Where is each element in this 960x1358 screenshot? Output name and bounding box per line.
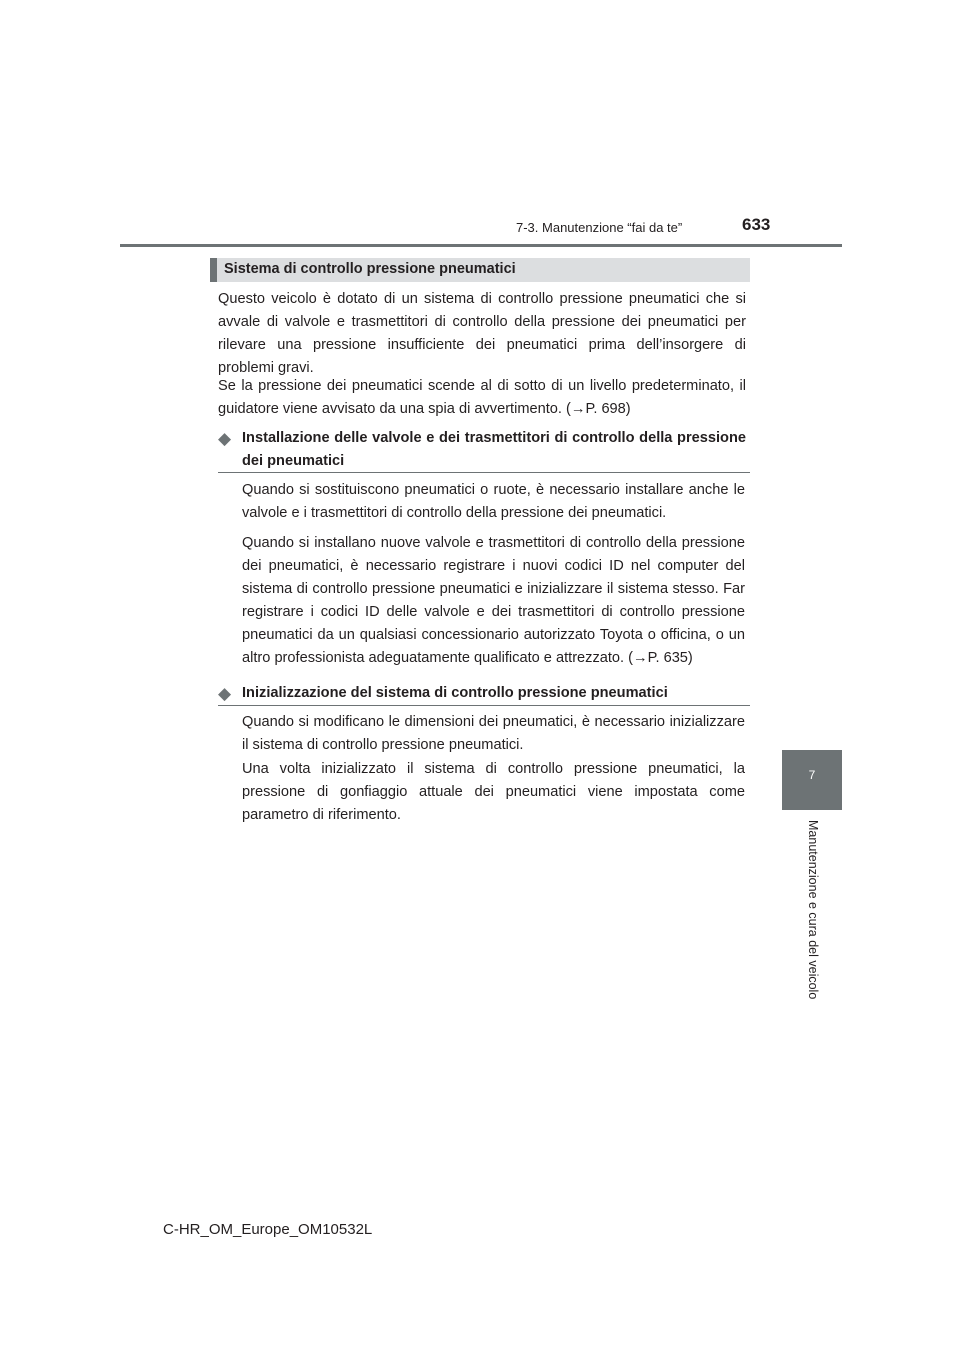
diamond-bullet-icon: ◆ <box>218 429 232 448</box>
page-number: 633 <box>742 215 771 234</box>
subsection-heading-1 <box>218 427 746 473</box>
subsection-divider-1 <box>218 472 750 473</box>
subsection-1-paragraph-1: Quando si sostituiscono pneumatici o ruote, è necessario installare anche le valvole e i trasmettitori di controllo della pressione dei pneumatici. <box>242 482 745 521</box>
intro-paragraph-2: Se la pressione dei pneumatici scende al di sotto di un livello predeterminato, il guidatore viene avvisato da una spia di avvertimento. (→P. 698) <box>218 378 746 417</box>
subsection-2-paragraph-1: Quando si modificano le dimensioni dei pneumatici, è necessario inizializzare il sistema di controllo pressione pneumatici. <box>242 714 745 753</box>
subsection-divider-2 <box>218 705 750 706</box>
document-code: C-HR_OM_Europe_OM10532L <box>163 1221 373 1238</box>
chapter-label: Manutenzione e cura del veicolo <box>806 820 820 1000</box>
subsection-title-2: Inizializzazione del sistema di controllo pressione pneumatici <box>242 685 668 701</box>
intro-paragraph-1: Questo veicolo è dotato di un sistema di controllo pressione pneumatici che si avvale di valvole e trasmettitori di controllo della pressione dei pneumatici per rilevare una pressione insufficiente dei pneumatici prima dell’insorgere di problemi gravi. <box>218 291 746 376</box>
subsection-2-paragraph-2: Una volta inizializzato il sistema di controllo pressione pneumatici, la pressione di gonfiaggio attuale dei pneumatici viene impostata come parametro di riferimento. <box>242 761 745 823</box>
diamond-bullet-icon: ◆ <box>218 684 232 703</box>
chapter-tab <box>782 750 842 810</box>
header-section-title: 7-3. Manutenzione “fai da te” <box>516 220 683 235</box>
section-title-bar <box>210 258 750 282</box>
subsection-1-paragraph-2: Quando si installano nuove valvole e trasmettitori di controllo della pressione dei pneumatici, è necessario registrare i nuovi codici ID nel computer del sistema di controllo pressione pneumatici e inizializzare il sistema stesso. Far registrare i codici ID delle valvole e dei trasmettitori di controllo pressione pneumatici da un qualsiasi concessionario autorizzato Toyota o officina, o un altro professionista adeguatamente qualificato e attrezzato. (→P. 635) <box>242 535 745 666</box>
chapter-number: 7 <box>808 768 816 782</box>
header-divider <box>120 244 842 247</box>
section-title-marker <box>210 258 217 282</box>
subsection-title-1: Installazione delle valvole e dei trasmettitori di controllo della pressione dei pneumatici <box>242 430 746 469</box>
section-title: Sistema di controllo pressione pneumatici <box>224 261 516 277</box>
subsection-heading-2 <box>218 682 746 705</box>
